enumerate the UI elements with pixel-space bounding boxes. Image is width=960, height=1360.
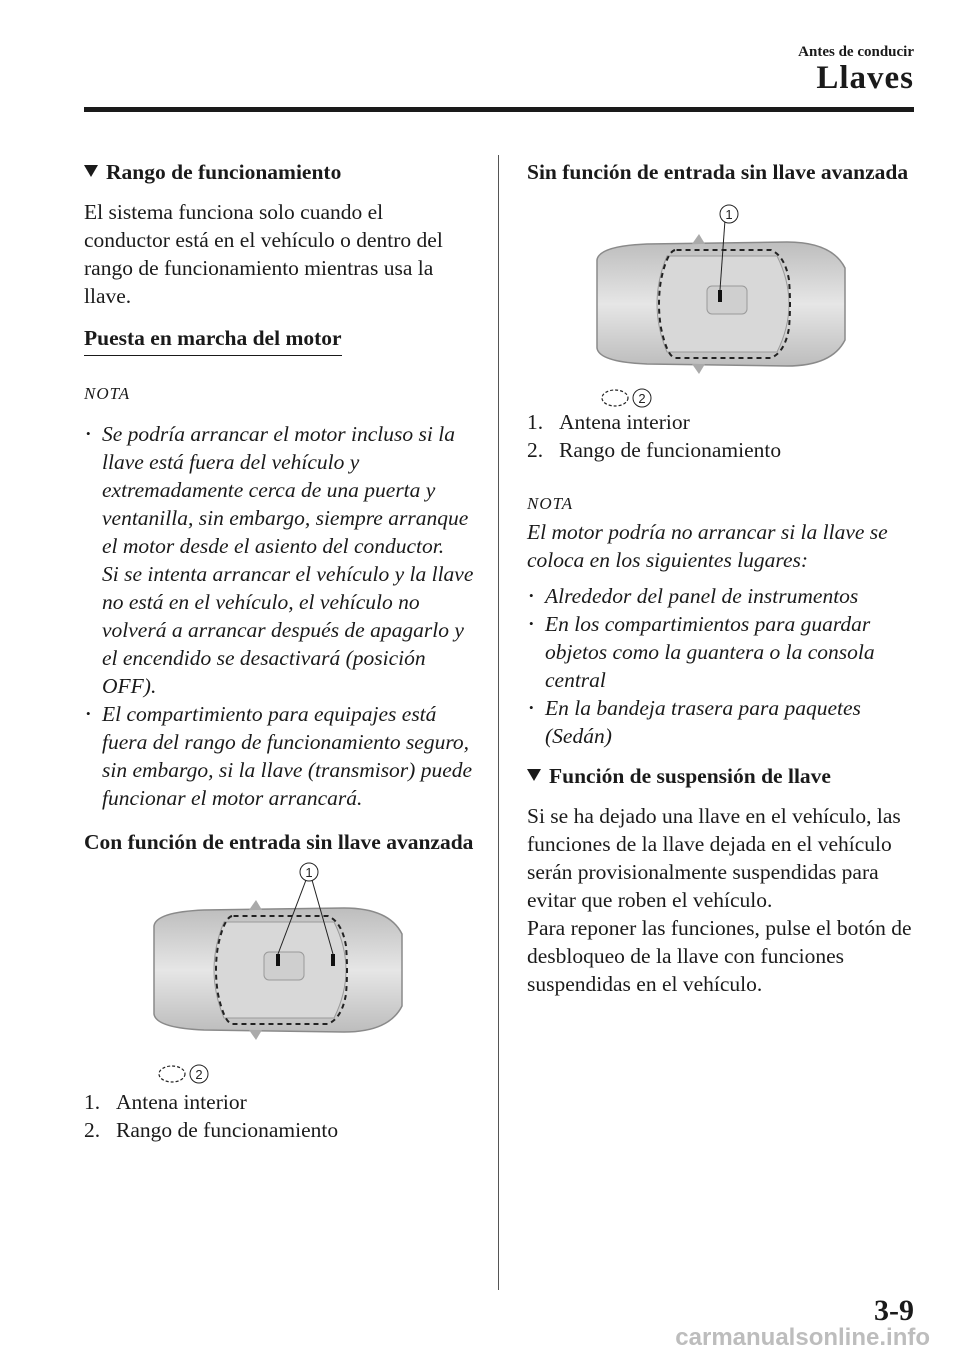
intro-paragraph: El sistema funciona solo cuando el conductor está en el vehículo o dentro del rango de funcionamiento mientras usa la llave. [84,200,443,308]
column-divider [498,155,499,1290]
car-top-view-illustration [527,186,917,408]
legend-item: 2. Rango de funcionamiento [84,1118,339,1142]
legend-list [84,1088,474,1144]
header-section-label: Antes de conducir [798,44,914,60]
triangle-bullet-icon [84,165,98,177]
callout-1-label: 1 [725,207,733,222]
nota-list [527,582,917,750]
nota-item: • El compartimiento para equipajes está fuera del rango de funcionamiento seguro, sin embargo, si la llave (transmisor) puede funcionar el motor arrancará. [84,700,474,812]
nota-label: NOTA [84,384,131,403]
subheading-without-keyless: Sin función de entrada sin llave avanzada [527,160,909,184]
left-column [84,158,474,1144]
callout-2-label: 2 [638,391,646,406]
watermark: carmanualsonline.info [675,1324,930,1351]
antenna-marker [331,954,335,966]
legend-item: 1. Antena interior [84,1090,247,1114]
nota-list [84,420,474,812]
subheading-with-keyless: Con función de entrada sin llave avanzada [84,830,474,854]
callout-1-label: 1 [305,865,313,880]
nota-intro: El motor podría no arrancar si la llave se coloca en los siguientes lugares: [527,520,888,572]
antenna-marker [276,954,280,966]
page-title: Llaves [816,60,914,96]
nota-item: • Alrededor del panel de instrumentos [527,582,917,610]
triangle-bullet-icon [527,769,541,781]
restore-paragraph: Para reponer las funciones, pulse el botón de desbloqueo de la llave con funciones suspendidas en el vehículo. [527,916,912,996]
page-number: 3-9 [874,1294,914,1327]
nota-item: • En los compartimientos para guardar objetos como la guantera o la consola central [527,610,917,694]
right-column [527,158,917,1012]
callout-2-label: 2 [195,1067,203,1082]
subheading-engine-start: Puesta en marcha del motor [84,324,342,356]
nota-item: • En la bandeja trasera para paquetes (Sedán) [527,694,917,750]
car-top-view-illustration [84,856,474,1088]
car-diagram-without-keyless [527,186,917,408]
legend-item: 2. Rango de funcionamiento [527,438,782,462]
nota-label: NOTA [527,494,574,513]
section-heading-operating-range: Rango de funcionamiento [84,158,474,186]
header-rule [84,107,914,112]
antenna-marker [718,290,722,302]
section-heading-key-suspension: Función de suspensión de llave [527,762,917,790]
suspension-paragraph: Si se ha dejado una llave en el vehículo, las funciones de la llave dejada en el vehículo serán provisionalmente suspendidas para evitar que roben el vehículo. [527,804,901,912]
legend-list [527,408,917,464]
car-diagram-with-keyless [84,856,474,1088]
legend-item: 1. Antena interior [527,410,690,434]
nota-item: • Se podría arrancar el motor incluso si la llave está fuera del vehículo y extremadamente cerca de una puerta y ventanilla, sin embargo, siempre arranque el motor desde el asiento del conductor. Si se intenta arrancar el vehículo y la llave no está en el vehículo, el vehículo no volverá a arrancar después de apagarlo y el encendido se desactivará (posición OFF). [84,420,474,700]
